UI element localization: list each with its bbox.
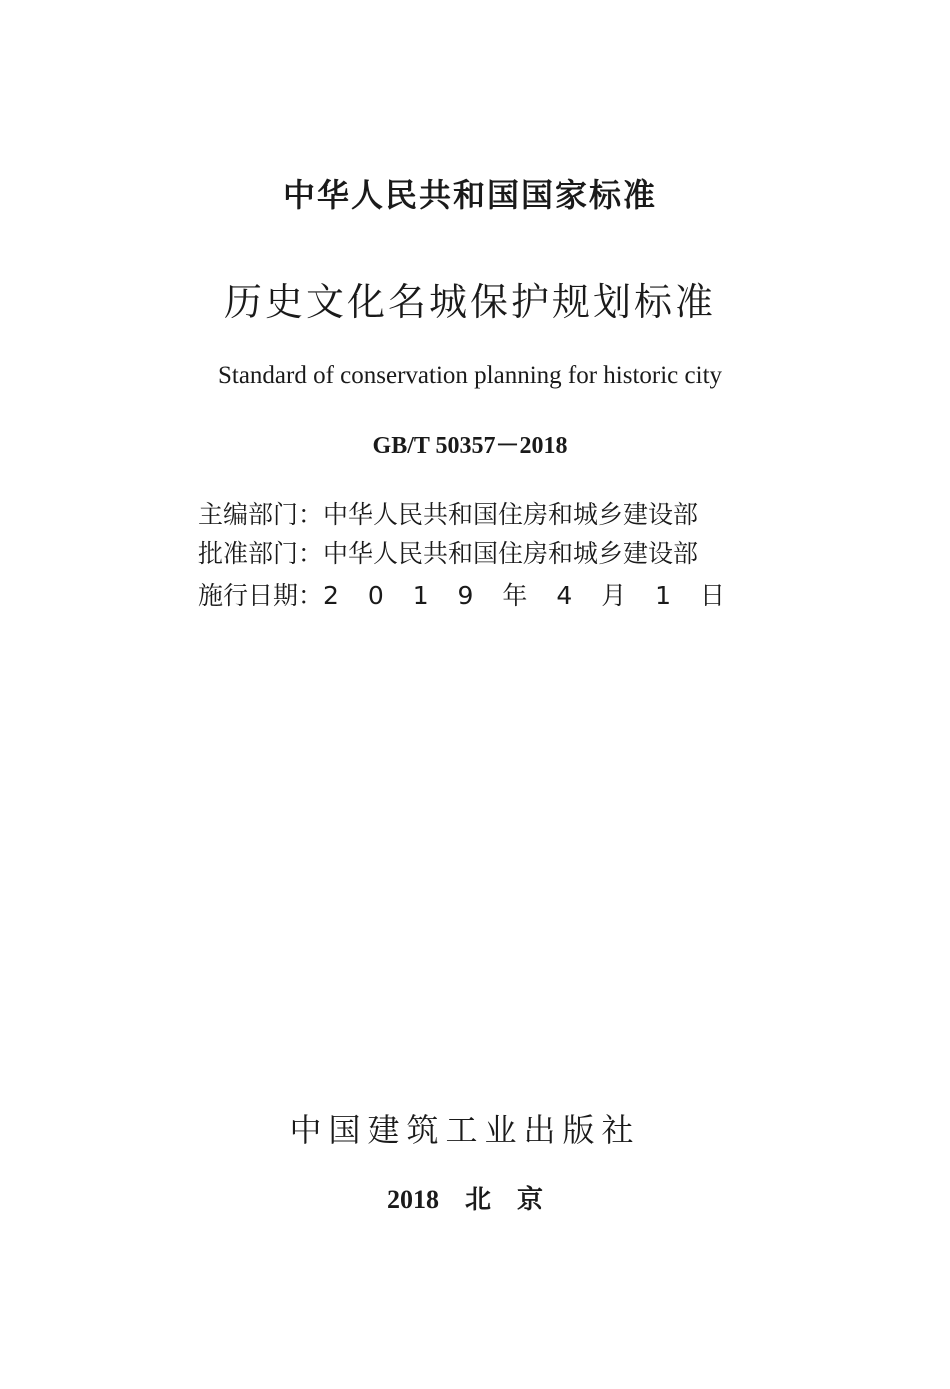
document-title-english: Standard of conservation planning for historic city [217, 362, 723, 389]
effective-date-label: 施行日期： [198, 581, 324, 610]
date-part: 0 [367, 581, 384, 610]
standard-category-heading: 中华人民共和国国家标准 [282, 176, 657, 214]
approver-value: 中华人民共和国住房和城乡建设部 [323, 539, 699, 568]
chief-editor-row [198, 497, 758, 533]
date-part: 4 [556, 581, 573, 610]
date-part: 9 [457, 581, 474, 610]
standard-code: GB/T 50357－2018 [372, 433, 568, 459]
date-part: 1 [655, 581, 672, 610]
effective-date-value [323, 578, 725, 614]
date-part: 年 [502, 581, 528, 610]
publication-year: 2018 [386, 1185, 439, 1214]
date-part: 月 [601, 581, 627, 610]
date-part: 1 [412, 581, 429, 610]
chief-editor-label: 主编部门： [198, 500, 324, 529]
date-part: 2 [323, 581, 339, 610]
approver-row [198, 536, 758, 572]
approver-label: 批准部门： [198, 539, 324, 568]
publication-year-place [0, 1182, 930, 1218]
date-part: 日 [699, 581, 725, 610]
document-title-chinese: 历史文化名城保护规划标准 [223, 280, 716, 324]
effective-date-row [198, 578, 758, 614]
chief-editor-value: 中华人民共和国住房和城乡建设部 [323, 500, 699, 529]
publication-city-char: 京 [517, 1185, 544, 1214]
publication-city-char: 北 [464, 1185, 491, 1214]
publisher-name: 中国建筑工业出版社 [289, 1111, 641, 1149]
